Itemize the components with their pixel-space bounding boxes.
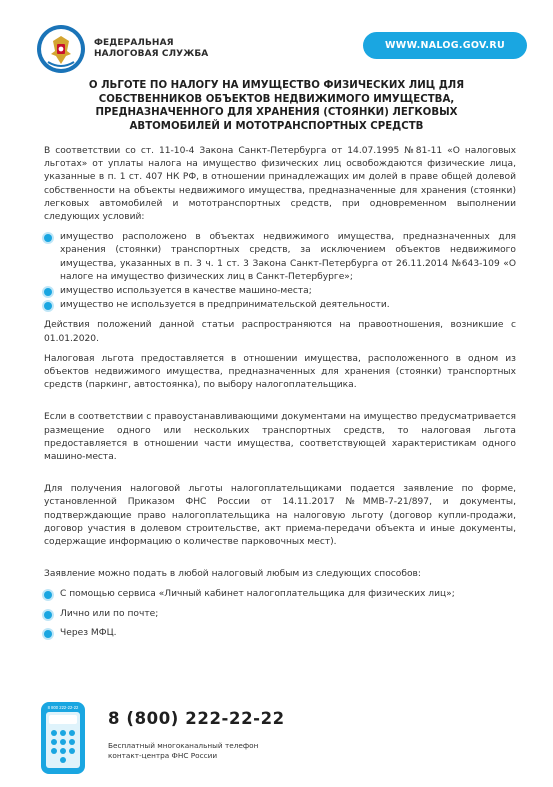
- bullet-icon: [44, 611, 52, 619]
- condition-text: имущество используется в качестве машино-места;: [60, 286, 312, 297]
- list-item: [44, 588, 516, 601]
- intro-paragraph: В соответствии со ст. 11-10-4 Закона Санкт-Петербурга от 14.07.1995 №81-11 «О налоговых льготах» от уплаты налога на имущество физических лиц освобождаются физические лица, указанные в п. 1 ст. 407 НК РФ, в отношении принадлежащих им долей в праве общей долевой собственности на объекты недвижимого имущества, предназначенные для хранения (стоянки) легковых автомобилей и мототранспортных средств, при одновременном выполнении следующих условий:: [44, 146, 516, 223]
- fns-logo: [36, 24, 208, 74]
- application-paragraph: Для получения налоговой льготы налогоплательщиками подается заявление по форме, установленной Приказом ФНС России от 14.11.2017 №ММВ-7-21/897, и документы, подтверждающие право налогоплательщика на налоговую льготу (договор купли-продажи, договор участия в долевом строительстве, акт приема-передачи объекта и иные документы, содержащие информацию о количестве парковочных мест).: [44, 484, 516, 548]
- phone-icon: [40, 701, 86, 775]
- bullet-icon: [44, 630, 52, 638]
- list-item: [44, 608, 516, 621]
- hotline-caption: [108, 741, 258, 761]
- contact-block: [40, 701, 520, 776]
- conditions-list: [44, 231, 516, 312]
- header: [0, 0, 553, 80]
- list-item: [44, 285, 516, 298]
- bullet-icon: [44, 234, 52, 242]
- condition-text: имущество не используется в предпринимательской деятельности.: [60, 300, 390, 311]
- way-text: Через МФЦ.: [60, 627, 117, 638]
- condition-text: имущество расположено в объектах недвижимого имущества, предназначенных для хранения (стоянки) транспортных средств, за исключением объектов недвижимого имущества, указанных в п. 3 ч. 1 ст. 3 Закона Санкт-Петербурга от 26.11.2014 №643-109 «О налоге на имущество физических лиц в Санкт-Петербурге»;: [60, 232, 516, 282]
- hotline-caption-line2: контакт-центра ФНС России: [108, 751, 218, 760]
- way-text: С помощью сервиса «Личный кабинет налогоплательщика для физических лиц»;: [60, 589, 455, 600]
- page-title: О ЛЬГОТЕ ПО НАЛОГУ НА ИМУЩЕСТВО ФИЗИЧЕСКИХ ЛИЦ ДЛЯ СОБСТВЕННИКОВ ОБЪЕКТОВ НЕДВИЖИМОГО ИМУЩЕСТВА, ПРЕДНАЗНАЧЕННОГО ДЛЯ ХРАНЕНИЯ (СТОЯНКИ) ЛЕГКОВЫХ АВТОМОБИЛЕЙ И МОТОТРАНСПОРТНЫХ СРЕДСТВ: [88, 80, 465, 132]
- site-link-button[interactable]: WWW.NALOG.GOV.RU: [363, 32, 527, 59]
- org-name-line1: ФЕДЕРАЛЬНАЯ: [94, 38, 174, 48]
- org-name-line2: НАЛОГОВАЯ СЛУЖБА: [94, 49, 209, 59]
- way-text: Лично или по почте;: [60, 608, 159, 619]
- bullet-icon: [44, 591, 52, 599]
- object-paragraph: Налоговая льгота предоставляется в отношении имущества, расположенного в одном из объектов недвижимого имущества, предназначенных для хранения (стоянки) транспортных средств (паркинг, автостоянка), по выбору налогоплательщика.: [44, 353, 516, 391]
- fns-emblem-icon: [36, 24, 86, 74]
- org-name: [94, 38, 208, 60]
- list-item: [44, 231, 516, 284]
- ways-intro: Заявление можно подать в любой налоговый любым из следующих способов:: [44, 569, 421, 580]
- share-paragraph: Если в соответствии с правоустанавливающими документами на имущество предусматривается размещение одного или нескольких транспортных средств, то налоговая льгота предоставляется в отношении части имущества, соответствующей характеристикам одного машино-места.: [44, 412, 516, 463]
- list-item: [44, 627, 516, 640]
- phone-icon-number: 8 800 222-22-22: [47, 705, 79, 710]
- hotline-phone[interactable]: 8 (800) 222-22-22: [108, 709, 285, 728]
- bullet-icon: [44, 302, 52, 310]
- list-item: [44, 299, 516, 312]
- ways-list: [44, 588, 516, 640]
- hotline-caption-line1: Бесплатный многоканальный телефон: [108, 741, 259, 750]
- document-body: [44, 145, 516, 646]
- bullet-icon: [44, 288, 52, 296]
- effective-date-paragraph: Действия положений данной статьи распространяются на правоотношения, возникшие с 01.01.2020.: [44, 320, 516, 344]
